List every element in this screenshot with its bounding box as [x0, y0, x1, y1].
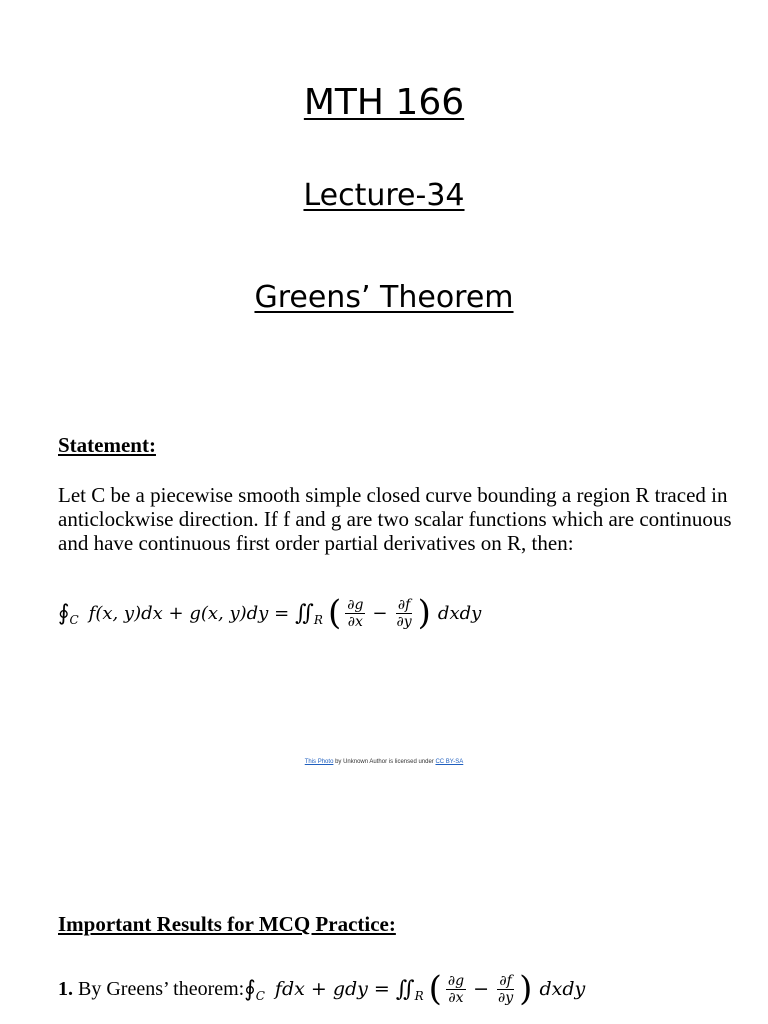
contour-integral-symbol: ∮	[58, 600, 70, 626]
statement-text: Let C be a piecewise smooth simple closed curve bounding a region R traced in anticlockwise direction. If f and g are two scalar functions which are continuous and have continuous first order partial derivatives on R, then:	[58, 483, 732, 555]
region-subscript: R	[313, 613, 323, 627]
photo-link[interactable]: This Photo	[304, 759, 334, 765]
topic-title: Greens’ Theorem	[254, 280, 514, 315]
formula-lhs: f(x, y)dx + g(x, y)dy =	[88, 602, 290, 624]
result-number: 1.	[58, 977, 73, 1000]
mcq-heading: Important Results for MCQ Practice:	[58, 912, 396, 936]
photo-credit	[0, 759, 768, 765]
contour-subscript: C	[69, 613, 79, 627]
contour-integral-symbol: ∮	[244, 976, 256, 1002]
fraction-dg-dx: $\frac{\partial g}{\partial x}$	[447, 972, 465, 1006]
statement-heading: Statement:	[58, 433, 156, 457]
result-formula: ∮ C fdx + gdy = ∬ R ( $\frac{\partial g}{\partial x}$ − $\frac{\partial f}{\partial y}$ ) dxdy	[244, 969, 586, 1009]
lecture-title: Lecture-34	[303, 178, 465, 213]
greens-theorem-formula: ∮ C f(x, y)dx + g(x, y)dy = ∬ R ( $\frac{\partial g}{\partial x}$ − $\frac{\partial f}{\partial y}$ ) dxdy	[58, 593, 482, 633]
double-integral-symbol: ∬	[395, 976, 415, 1002]
fraction-df-dy: $\frac{\partial f}{\partial y}$	[396, 596, 412, 630]
fraction-dg-dx: $\frac{\partial g}{\partial x}$	[347, 596, 364, 630]
double-integral-symbol: ∬	[295, 600, 314, 626]
mcq-result-item	[58, 969, 586, 1009]
fraction-df-dy: $\frac{\partial f}{\partial y}$	[498, 972, 514, 1006]
photo-credit-text: by Unknown Author is licensed under	[333, 759, 436, 765]
course-title: MTH 166	[303, 82, 465, 123]
license-link[interactable]: CC BY-SA	[435, 759, 464, 765]
formula-tail: dxdy	[437, 602, 482, 624]
result-lead-text: By Greens’ theorem:	[73, 977, 245, 1000]
